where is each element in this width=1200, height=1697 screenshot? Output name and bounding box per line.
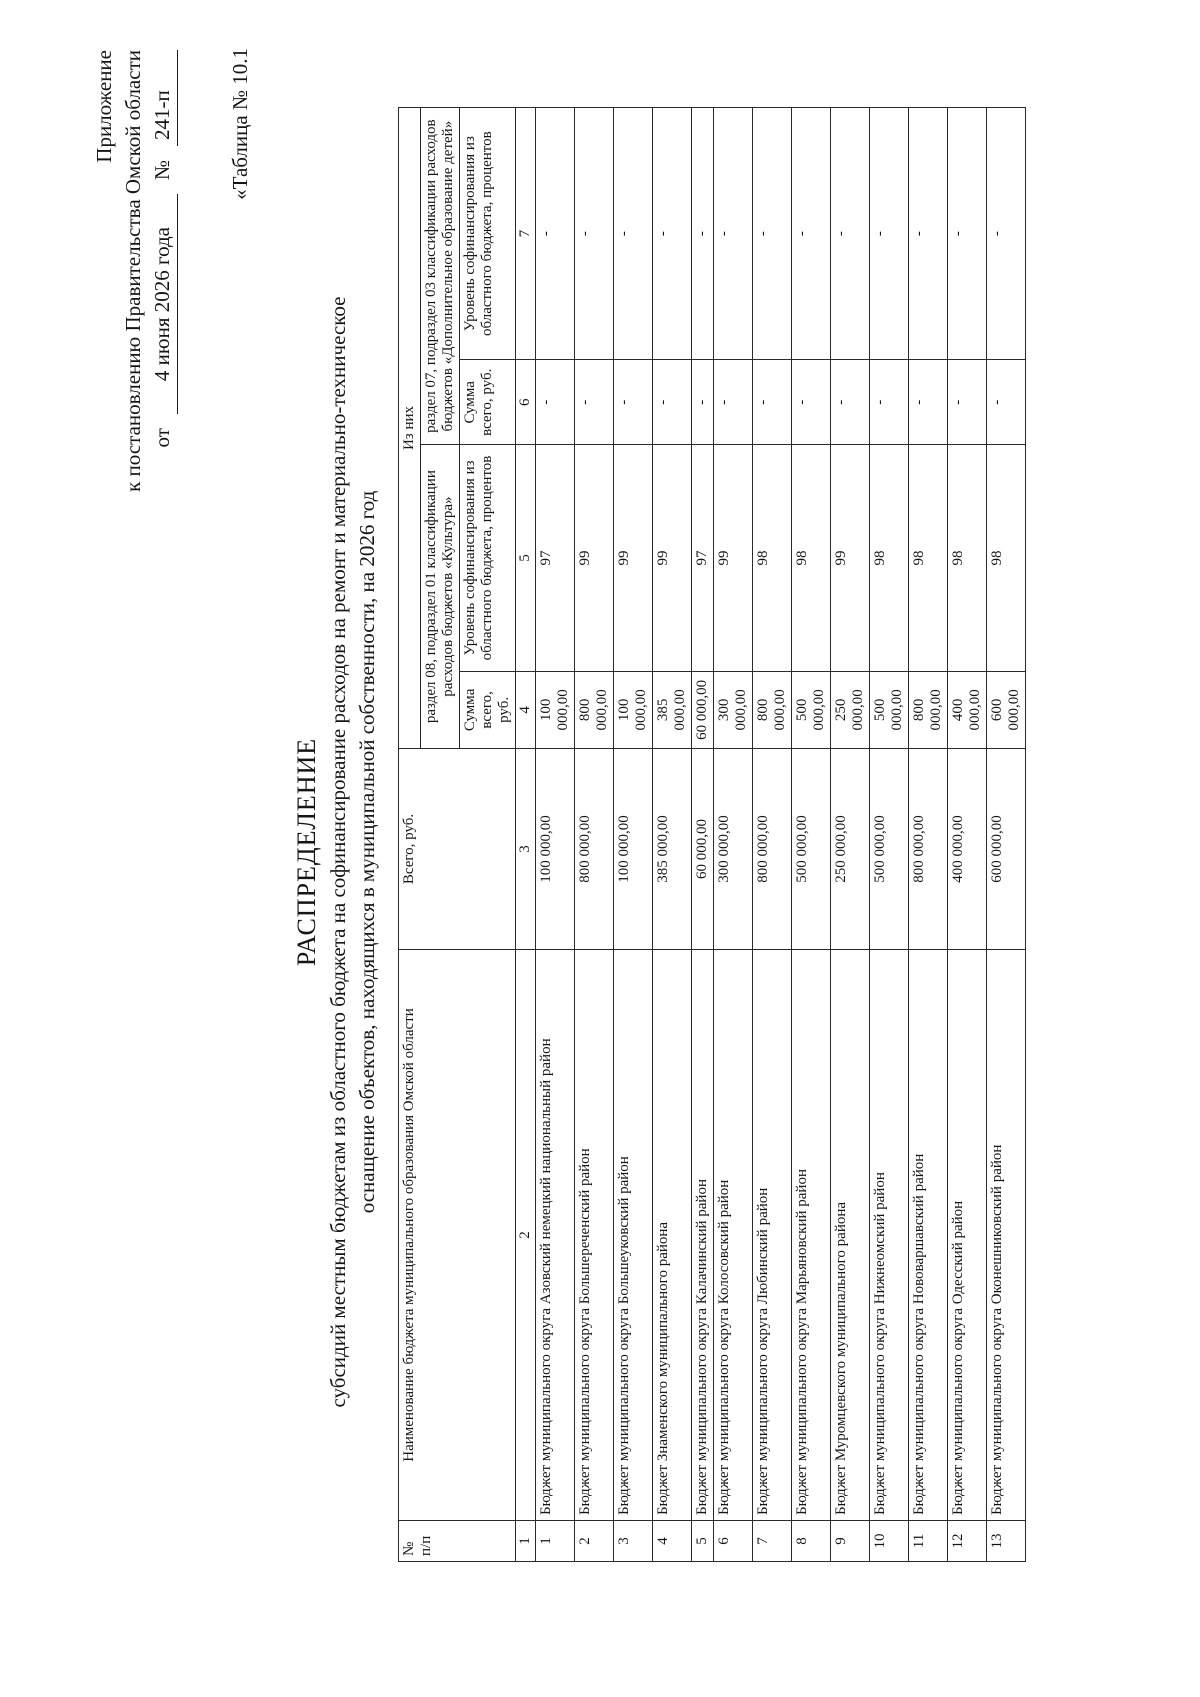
table-row: [909, 108, 948, 1562]
row-culture-level-cell: 99: [714, 445, 753, 672]
row-culture-level-cell: 99: [575, 445, 614, 672]
row-number-cell: 5: [692, 1521, 714, 1562]
row-name-cell: Бюджет муниципального округа Большереченский район: [575, 950, 614, 1521]
row-culture-sum-cell: 500 000,00: [870, 671, 909, 748]
row-culture-level-cell: 97: [692, 445, 714, 672]
table-row: [753, 108, 792, 1562]
column-number: 6: [516, 360, 536, 445]
row-culture-sum-cell: 600 000,00: [987, 671, 1026, 748]
row-culture-level-cell: 98: [948, 445, 987, 672]
row-name-cell: Бюджет муниципального округа Азовский немецкий национальный район: [536, 950, 575, 1521]
row-total-cell: 100 000,00: [536, 749, 575, 950]
row-total-cell: 800 000,00: [753, 749, 792, 950]
row-name-cell: Бюджет муниципального округа Калачинский район: [692, 950, 714, 1521]
row-name-cell: Бюджет Знаменского муниципального района: [653, 950, 692, 1521]
table-row: [575, 108, 614, 1562]
row-name-cell: Бюджет Муромцевского муниципального района: [831, 950, 870, 1521]
header-level-education: Уровень софинансирования из областного бюджета, процентов: [460, 108, 516, 360]
row-culture-sum-cell: 800 000,00: [753, 671, 792, 748]
row-culture-sum-cell: 100 000,00: [614, 671, 653, 748]
row-number-cell: 4: [653, 1521, 692, 1562]
column-number: 7: [516, 108, 536, 360]
table-row: [831, 108, 870, 1562]
row-education-level-cell: -: [987, 108, 1026, 360]
header-level-culture: Уровень софинансирования из областного бюджета, процентов: [460, 445, 516, 672]
row-culture-sum-cell: 250 000,00: [831, 671, 870, 748]
column-number: 1: [516, 1521, 536, 1562]
row-education-sum-cell: -: [948, 360, 987, 445]
row-culture-level-cell: 98: [792, 445, 831, 672]
header-sum-education: Сумма всего, руб.: [460, 360, 516, 445]
resolution-date: 4 июня 2026 года: [148, 194, 178, 414]
row-total-cell: 100 000,00: [614, 749, 653, 950]
row-culture-sum-cell: 400 000,00: [948, 671, 987, 748]
row-education-sum-cell: -: [653, 360, 692, 445]
row-name-cell: Бюджет муниципального округа Марьяновский район: [792, 950, 831, 1521]
row-name-cell: Бюджет муниципального округа Нововаршавский район: [909, 950, 948, 1521]
document-subtitle-line1: субсидий местным бюджетам из областного бюджета на софинансирование расходов на ремонт и материально-техническое: [326, 296, 350, 1408]
row-education-level-cell: -: [614, 108, 653, 360]
header-sum-culture: Сумма всего, руб.: [460, 671, 516, 748]
row-education-sum-cell: -: [692, 360, 714, 445]
table-row: [692, 108, 714, 1562]
header-no: № п/п: [399, 1521, 516, 1562]
row-culture-sum-cell: 100 000,00: [536, 671, 575, 748]
header-of-them: Из них: [399, 108, 421, 749]
header-group-culture: раздел 08, подраздел 01 классификации расходов бюджетов «Культура»: [421, 445, 460, 749]
row-total-cell: 500 000,00: [870, 749, 909, 950]
row-culture-sum-cell: 300 000,00: [714, 671, 753, 748]
document-title-block: [290, 67, 382, 1637]
appendix-resolution-line: к постановлению Правительства Омской области: [121, 50, 145, 492]
table-row: [870, 108, 909, 1562]
table-row: [948, 108, 987, 1562]
table-row: [653, 108, 692, 1562]
row-total-cell: 500 000,00: [792, 749, 831, 950]
appendix-header: [90, 50, 178, 492]
row-culture-sum-cell: 385 000,00: [653, 671, 692, 748]
row-education-sum-cell: -: [536, 360, 575, 445]
row-education-level-cell: -: [575, 108, 614, 360]
row-education-sum-cell: -: [753, 360, 792, 445]
document-title: РАСПРЕДЕЛЕНИЕ: [292, 737, 321, 967]
row-total-cell: 800 000,00: [575, 749, 614, 950]
row-education-level-cell: -: [909, 108, 948, 360]
row-name-cell: Бюджет муниципального округа Колосовский район: [714, 950, 753, 1521]
row-culture-sum-cell: 800 000,00: [909, 671, 948, 748]
row-total-cell: 600 000,00: [987, 749, 1026, 950]
row-number-cell: 12: [948, 1521, 987, 1562]
resolution-number: 241-п: [148, 50, 178, 146]
row-education-level-cell: -: [536, 108, 575, 360]
row-education-level-cell: -: [753, 108, 792, 360]
row-culture-level-cell: 98: [753, 445, 792, 672]
row-culture-level-cell: 98: [870, 445, 909, 672]
table-row: [614, 108, 653, 1562]
row-number-cell: 1: [536, 1521, 575, 1562]
row-culture-level-cell: 97: [536, 445, 575, 672]
row-total-cell: 300 000,00: [714, 749, 753, 950]
number-label: №: [150, 160, 174, 181]
column-number: 2: [516, 950, 536, 1521]
row-total-cell: 385 000,00: [653, 749, 692, 950]
document-subtitle-line2: оснащение объектов, находящихся в муниципальной собственности, на 2026 год: [355, 490, 379, 1214]
row-name-cell: Бюджет муниципального округа Любинский район: [753, 950, 792, 1521]
row-total-cell: 800 000,00: [909, 749, 948, 950]
appendix-title: Приложение: [92, 50, 116, 163]
row-culture-sum-cell: 60 000,00: [692, 671, 714, 748]
row-education-sum-cell: -: [614, 360, 653, 445]
row-number-cell: 11: [909, 1521, 948, 1562]
row-education-sum-cell: -: [831, 360, 870, 445]
row-education-level-cell: -: [714, 108, 753, 360]
row-education-level-cell: -: [870, 108, 909, 360]
row-culture-level-cell: 98: [987, 445, 1026, 672]
column-number: 5: [516, 445, 536, 672]
row-culture-sum-cell: 500 000,00: [792, 671, 831, 748]
from-label: от: [150, 428, 174, 448]
column-number: 4: [516, 671, 536, 748]
header-name: Наименование бюджета муниципального образования Омской области: [399, 950, 516, 1521]
table-row: [792, 108, 831, 1562]
column-number: 3: [516, 749, 536, 950]
row-education-sum-cell: -: [909, 360, 948, 445]
row-culture-level-cell: 99: [614, 445, 653, 672]
row-number-cell: 10: [870, 1521, 909, 1562]
row-education-level-cell: -: [692, 108, 714, 360]
row-number-cell: 2: [575, 1521, 614, 1562]
distribution-table: [398, 107, 1026, 1562]
row-culture-sum-cell: 800 000,00: [575, 671, 614, 748]
row-culture-level-cell: 99: [653, 445, 692, 672]
row-total-cell: 60 000,00: [692, 749, 714, 950]
row-culture-level-cell: 99: [831, 445, 870, 672]
row-number-cell: 8: [792, 1521, 831, 1562]
header-group-education: раздел 07, подраздел 03 классификации расходов бюджетов «Дополнительное образование детей»: [421, 108, 460, 445]
table-row: [714, 108, 753, 1562]
table-body: [536, 108, 1026, 1562]
row-education-sum-cell: -: [575, 360, 614, 445]
row-number-cell: 3: [614, 1521, 653, 1562]
row-education-level-cell: -: [831, 108, 870, 360]
row-education-sum-cell: -: [714, 360, 753, 445]
column-number-row: [516, 108, 536, 1562]
row-number-cell: 6: [714, 1521, 753, 1562]
table-row: [987, 108, 1026, 1562]
row-education-level-cell: -: [653, 108, 692, 360]
row-name-cell: Бюджет муниципального округа Одесский район: [948, 950, 987, 1521]
table-row: [536, 108, 575, 1562]
row-number-cell: 7: [753, 1521, 792, 1562]
appendix-date-number-line: [148, 50, 178, 492]
row-name-cell: Бюджет муниципального округа Оконешниковский район: [987, 950, 1026, 1521]
table-number-label: «Таблица № 10.1: [228, 48, 252, 200]
row-name-cell: Бюджет муниципального округа Большеуковский район: [614, 950, 653, 1521]
header-total: Всего, руб.: [399, 749, 516, 950]
row-name-cell: Бюджет муниципального округа Нижнеомский район: [870, 950, 909, 1521]
row-number-cell: 9: [831, 1521, 870, 1562]
row-education-sum-cell: -: [987, 360, 1026, 445]
row-education-level-cell: -: [948, 108, 987, 360]
row-education-sum-cell: -: [870, 360, 909, 445]
row-total-cell: 400 000,00: [948, 749, 987, 950]
row-education-sum-cell: -: [792, 360, 831, 445]
row-education-level-cell: -: [792, 108, 831, 360]
row-total-cell: 250 000,00: [831, 749, 870, 950]
row-number-cell: 13: [987, 1521, 1026, 1562]
row-culture-level-cell: 98: [909, 445, 948, 672]
